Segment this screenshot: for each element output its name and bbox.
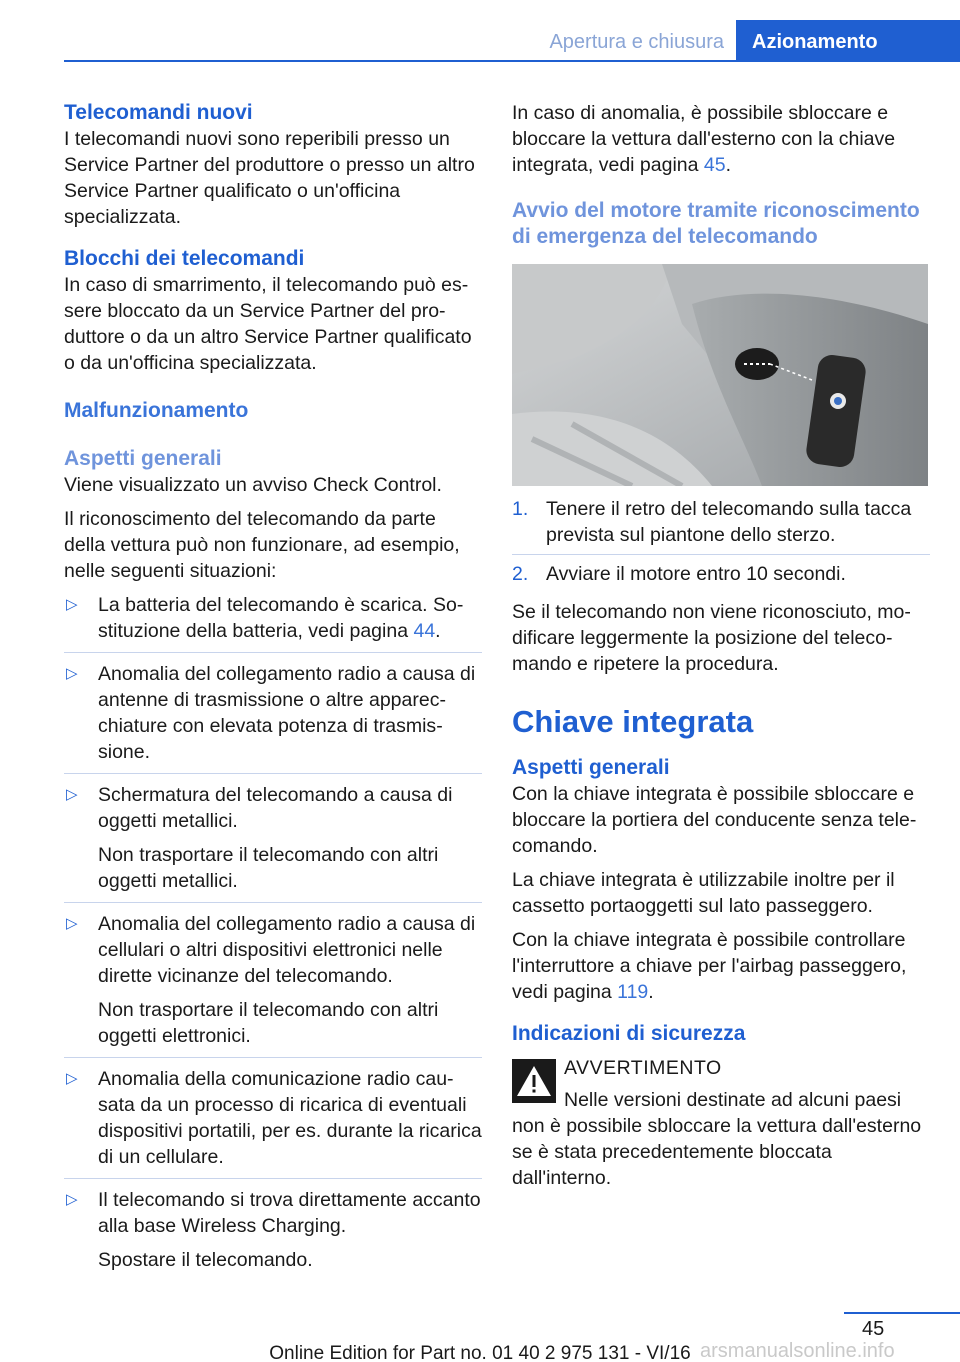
paragraph-punct: .	[725, 154, 732, 176]
warning-triangle-icon	[512, 1059, 556, 1103]
list-item	[64, 661, 482, 774]
right-column	[512, 100, 930, 1191]
paragraph-punct: .	[648, 981, 654, 1003]
heading-safety: Indicazioni di sicurezza	[512, 1022, 746, 1045]
page-link-119[interactable]: 119	[617, 981, 649, 1003]
list-item-text: La batteria del telecomando è scarica. Sostituzione della batteria, vedi pagina	[98, 594, 464, 642]
triangle-bullet-icon: ▷	[66, 665, 78, 682]
list-item	[64, 1187, 482, 1281]
page-header	[64, 20, 960, 62]
page-number: 45	[862, 1318, 885, 1340]
paragraph-key-3-text: Con la chiave integrata è possibile controllare l'interruttore a chiave per l'airbag passeggero, vedi pagina	[512, 929, 907, 1003]
watermark: arsmanualsonline.info	[700, 1340, 895, 1362]
list-item	[64, 911, 482, 1058]
list-item	[64, 592, 482, 653]
list-item-advice: Non trasportare il telecomando con altri oggetti metallici.	[98, 844, 439, 892]
list-item-punct: .	[435, 620, 441, 642]
warning-title: AVVERTIMENTO	[564, 1057, 722, 1079]
triangle-bullet-icon: ▷	[66, 596, 78, 613]
paragraph-new-remotes: I telecomandi nuovi sono reperibili presso un Service Partner del produttore o presso un altro Service Partner qualificato o un'officina specializzata.	[64, 128, 475, 228]
paragraph-key-1: Con la chiave integrata è possibile sbloccare e bloccare la portiera del conducente senza telecomando.	[512, 783, 917, 857]
paragraph-check-control: Viene visualizzato un avviso Check Control.	[64, 474, 442, 496]
paragraph-anomaly-text: In caso di anomalia, è possibile sbloccare e bloccare la vettura dall'esterno con la chiave integrata, vedi pagina	[512, 102, 896, 176]
heading-general-aspects: Aspetti generali	[64, 447, 222, 470]
heading-emergency-start: Avvio del motore tramite riconoscimento di emergenza del telecomando	[512, 199, 920, 248]
breadcrumb-section[interactable]: Apertura e chiusura	[549, 31, 724, 53]
warning-block	[512, 1055, 930, 1191]
heading-malfunction: Malfunzionamento	[64, 399, 249, 422]
step-number: 2.	[512, 563, 529, 585]
list-item-text: Il telecomando si trova direttamente accanto alla base Wireless Charging.	[98, 1189, 481, 1237]
heading-block-remotes: Blocchi dei telecomandi	[64, 247, 305, 270]
heading-integrated-key: Chiave integrata	[512, 704, 754, 739]
steering-column-illustration	[512, 264, 928, 486]
tab-active-chapter[interactable]: Azionamento	[736, 20, 960, 62]
triangle-bullet-icon: ▷	[66, 915, 78, 932]
paragraph-key-3	[512, 927, 930, 1005]
left-column	[64, 100, 482, 1289]
list-item	[64, 1066, 482, 1179]
paragraph-key-2: La chiave integrata è utilizzabile inoltre per il cassetto portaoggetti sul lato passeggero.	[512, 869, 895, 917]
remote-on-steering-column-icon	[512, 264, 928, 486]
triangle-bullet-icon: ▷	[66, 1191, 78, 1208]
step-text: Avviare il motore entro 10 secondi.	[546, 563, 846, 585]
paragraph-recognition: Il riconoscimento del telecomando da parte della vettura può non funzionare, ad esempio, nelle seguenti situazioni:	[64, 508, 460, 582]
edition-footer: Online Edition for Part no. 01 40 2 975 131 - VI/16	[269, 1343, 691, 1362]
list-item-advice: Non trasportare il telecomando con altri oggetti elettronici.	[98, 999, 439, 1047]
paragraph-anomaly	[512, 100, 930, 178]
triangle-bullet-icon: ▷	[66, 786, 78, 803]
triangle-bullet-icon: ▷	[66, 1070, 78, 1087]
page-link-44[interactable]: 44	[413, 620, 436, 642]
list-item	[64, 782, 482, 903]
warning-text: Nelle versioni destinate ad alcuni paesi non è possibile sbloccare la vettura dall'esterno se è stata precedentemente bloccata dall'interno.	[512, 1089, 922, 1189]
list-item	[512, 496, 930, 555]
heading-new-remotes: Telecomandi nuovi	[64, 101, 253, 124]
list-item-text: Anomalia della comunicazione radio causata da un processo di ricarica di eventuali dispositivi portatili, per es. durante la ricarica di un cellulare.	[98, 1068, 482, 1168]
step-text: Tenere il retro del telecomando sulla tacca prevista sul piantone dello sterzo.	[546, 498, 912, 546]
paragraph-block-remotes: In caso di smarrimento, il telecomando può essere bloccato da un Service Partner del produttore o da un altro Service Partner qualificato o da un'officina specializzata.	[64, 274, 472, 374]
list-item	[512, 561, 930, 593]
list-item-advice: Spostare il telecomando.	[98, 1249, 313, 1271]
footer-divider	[844, 1312, 960, 1314]
emergency-steps-list	[512, 496, 930, 593]
page-link-45[interactable]: 45	[703, 154, 726, 176]
list-item-text: Schermatura del telecomando a causa di oggetti metallici.	[98, 784, 453, 832]
paragraph-not-recognized: Se il telecomando non viene riconosciuto, modificare leggermente la posizione del telecomando e ripetere la procedura.	[512, 601, 911, 675]
list-item-text: Anomalia del collegamento radio a causa di antenne di trasmissione o altre apparecchiature con elevata potenza di trasmissione.	[98, 663, 476, 763]
step-number: 1.	[512, 498, 529, 520]
heading-general-aspects-2: Aspetti generali	[512, 756, 670, 779]
list-item-text: Anomalia del collegamento radio a causa di cellulari o altri dispositivi elettronici nelle dirette vicinanze del telecomando.	[98, 913, 476, 987]
situations-list	[64, 592, 482, 1281]
